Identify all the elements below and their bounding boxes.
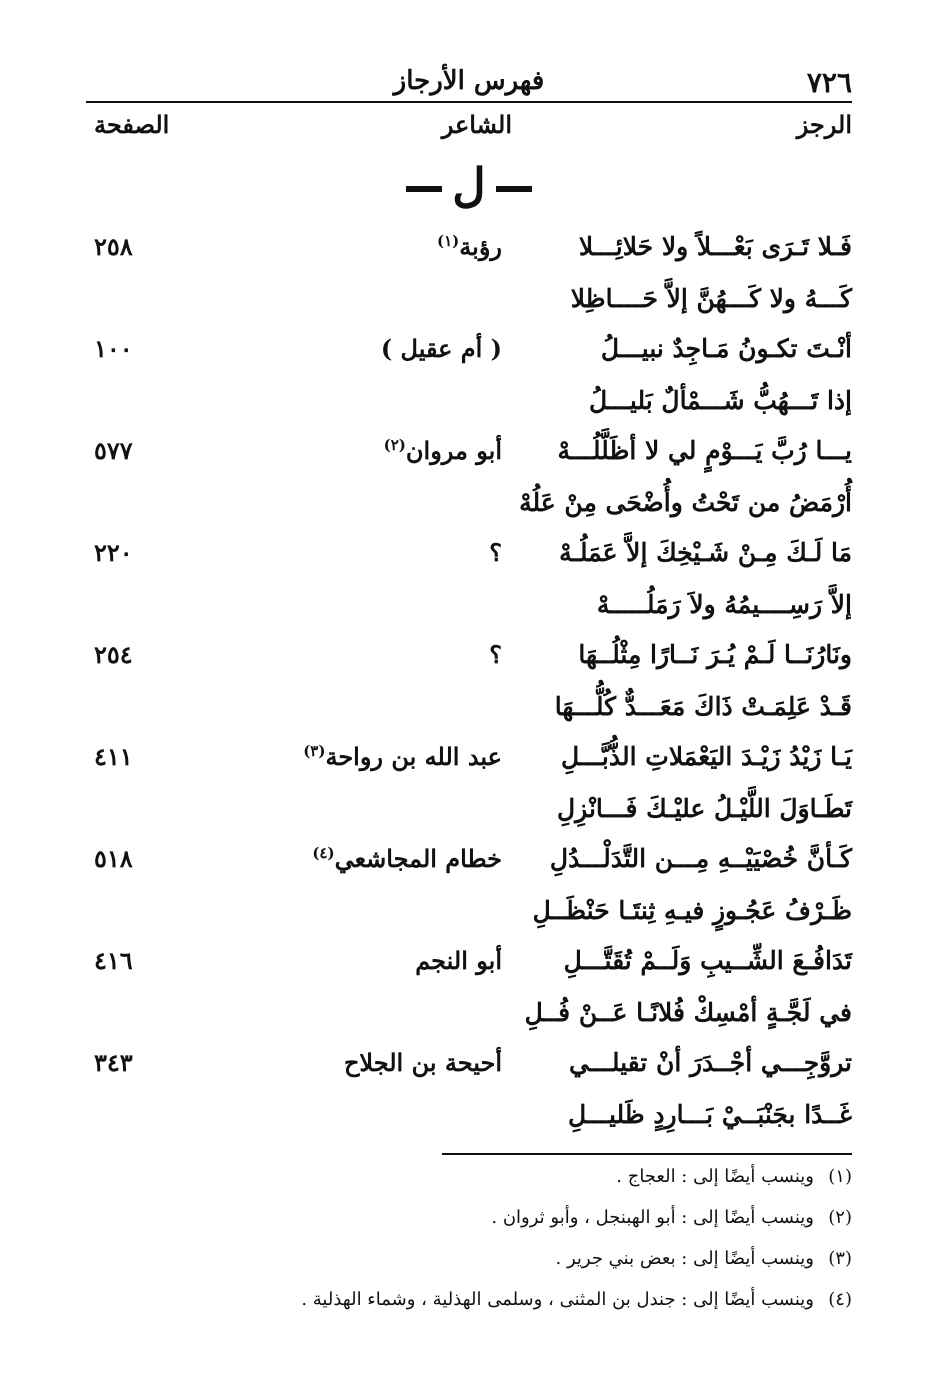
- footnote-ref: (٢): [383, 436, 406, 454]
- page-ref: ٢٢٠: [94, 538, 133, 567]
- index-entry: [86, 742, 852, 844]
- verse-line-1: مَا لَـكَ مِـنْ شَـيْخِكَ إلاَّ عَمَلُـهْ: [559, 538, 852, 567]
- verse-line-2: تَطَـاوَلَ اللَّيْـلُ عليْـكَ فَـــانْزِلِ: [557, 794, 852, 823]
- footnote: [86, 1166, 852, 1207]
- footnote-text: وينسب أيضًا إلى : بعض بني جرير .: [555, 1248, 814, 1269]
- index-entry: [86, 946, 852, 1048]
- index-entry: [86, 1048, 852, 1150]
- header-rule: [86, 101, 852, 103]
- footnote-number: (٢): [828, 1207, 852, 1228]
- page-ref: ٢٥٤: [94, 640, 133, 669]
- index-entry: [86, 334, 852, 436]
- poet-name: [312, 844, 502, 873]
- page-ref: ٤١١: [94, 742, 133, 771]
- poet-name-text: أبو النجم: [415, 946, 502, 975]
- page-ref: ٥٧٧: [94, 436, 133, 465]
- column-header-rajaz: الرجز: [796, 110, 852, 139]
- footnote-ref: (٤): [312, 844, 335, 862]
- poet-name-text: ( أم عقيل ): [380, 334, 502, 363]
- page-ref: ٢٥٨: [94, 232, 133, 261]
- verse-line-1: يَـا زَيْدُ زَيْـدَ اليَعْمَلاتِ الذُّبَّـــلِ: [561, 742, 852, 771]
- verse-line-2: ظَـرْفُ عَجُـوزٍ فيـهِ ثِنتَـا حَنْظَــلِ: [532, 896, 852, 925]
- poet-name-text: ؟: [489, 538, 502, 567]
- verse-line-1: ونَارُنَــا لَـمْ يُـرَ نَــارًا مِثْلُــهَا: [578, 640, 852, 669]
- page-number: ٧٢٦: [806, 66, 852, 99]
- poet-name-text: خطام المجاشعي: [334, 844, 502, 873]
- poet-name: [415, 946, 502, 975]
- verse-line-2: غَــدًا بجَنْبَــيْ بَـــارِدٍ ظَليـــلِ: [568, 1100, 852, 1129]
- verse-line-1: يـــا رُبَّ يَـــوْمٍ لي لا أظَلَّلُـــهْ: [557, 436, 852, 465]
- poet-name: [437, 232, 502, 261]
- verse-line-2: إلاَّ رَسِــــيمُهُ ولاَ رَمَلُـــــهْ: [596, 590, 852, 619]
- verse-line-2: في لَجَّـةٍ أمْسِكْ فُلانًـا عَــنْ فُــلِ: [524, 998, 852, 1027]
- rajaz-index-list: [86, 232, 852, 1150]
- footnote-rule: [442, 1153, 852, 1155]
- verse-line-1: فَـلا تَـرَى بَعْـــلاً ولا حَلائِـــلا: [578, 232, 852, 261]
- verse-line-1: أنْـتَ تكـونُ مَـاجِدٌ نبيـــلُ: [600, 334, 852, 363]
- verse-line-2: إذا تَـــهُبُّ شَـــمْألٌ بَليـــلُ: [589, 386, 852, 415]
- footnote-ref: (١): [436, 232, 460, 250]
- verse-line-2: أُرْمَضُ من تَحْتُ وأُضْحَى مِنْ عَلُهْ: [519, 488, 852, 517]
- index-entry: [86, 844, 852, 946]
- poet-name: [303, 742, 502, 771]
- page-ref: ١٠٠: [94, 334, 133, 363]
- verse-line-1: تروَّجِـــي أجْــدَرَ أنْ تقيلـــي: [569, 1048, 852, 1077]
- poet-name: [489, 538, 502, 567]
- index-entry: [86, 640, 852, 742]
- running-title: فهرس الأرجاز: [393, 66, 545, 96]
- footnote-number: (١): [828, 1166, 852, 1187]
- poet-name-text: أبو مروان: [405, 436, 502, 465]
- column-header-page: الصفحة: [94, 110, 170, 139]
- poet-name: [381, 334, 502, 363]
- verse-line-2: قَـدْ عَلِمَـتْ ذَاكَ مَعَـــدٌّ كُلُّـــهَا: [554, 692, 852, 721]
- poet-name: [489, 640, 502, 669]
- poet-name: [384, 436, 502, 465]
- verse-line-1: تَدَافُـعَ الشِّــيبِ وَلَــمْ تُقَتَّـــلِ: [563, 946, 852, 975]
- poet-name-text: أحيحة بن الجلاح: [343, 1048, 502, 1077]
- index-entry: [86, 232, 852, 334]
- footnote-number: (٤): [828, 1289, 852, 1310]
- column-header-poet: الشاعر: [441, 110, 512, 139]
- index-entry: [86, 436, 852, 538]
- poet-name-text: عبد الله بن رواحة: [325, 742, 502, 771]
- footnote-text: وينسب أيضًا إلى : العجاج .: [616, 1166, 814, 1187]
- letter-heading-letter: ل: [452, 158, 486, 212]
- footnote-number: (٣): [828, 1248, 852, 1269]
- poet-name-text: رؤبة: [459, 232, 502, 261]
- poet-name-text: ؟: [489, 640, 502, 669]
- footnote-text: وينسب أيضًا إلى : جندل بن المثنى ، وسلمى الهذلية ، وشماء الهذلية .: [301, 1289, 814, 1310]
- running-head: [86, 66, 852, 100]
- column-headers: [86, 110, 852, 144]
- verse-line-1: كَـأنَّ خُصْيَيْــهِ مِـــن التَّدَلْـــدُلِ: [549, 844, 852, 873]
- page-ref: ٤١٦: [94, 946, 133, 975]
- footnote-text: وينسب أيضًا إلى : أبو الهبنجل ، وأبو ثروان .: [491, 1207, 814, 1228]
- footnote: [86, 1248, 852, 1289]
- footnote: [86, 1289, 852, 1330]
- footnote: [86, 1207, 852, 1248]
- verse-line-2: كَـــهُ ولا كَـــهُنَّ إلاَّ حَــــاظِلا: [570, 284, 852, 313]
- heading-dash-left: [406, 186, 442, 192]
- page-ref: ٣٤٣: [94, 1048, 133, 1077]
- heading-dash-right: [496, 186, 532, 192]
- footnote-ref: (٣): [303, 742, 326, 760]
- footnotes: [86, 1166, 852, 1330]
- page-ref: ٥١٨: [94, 844, 133, 873]
- index-entry: [86, 538, 852, 640]
- letter-heading: [0, 158, 938, 212]
- poet-name: [344, 1048, 502, 1077]
